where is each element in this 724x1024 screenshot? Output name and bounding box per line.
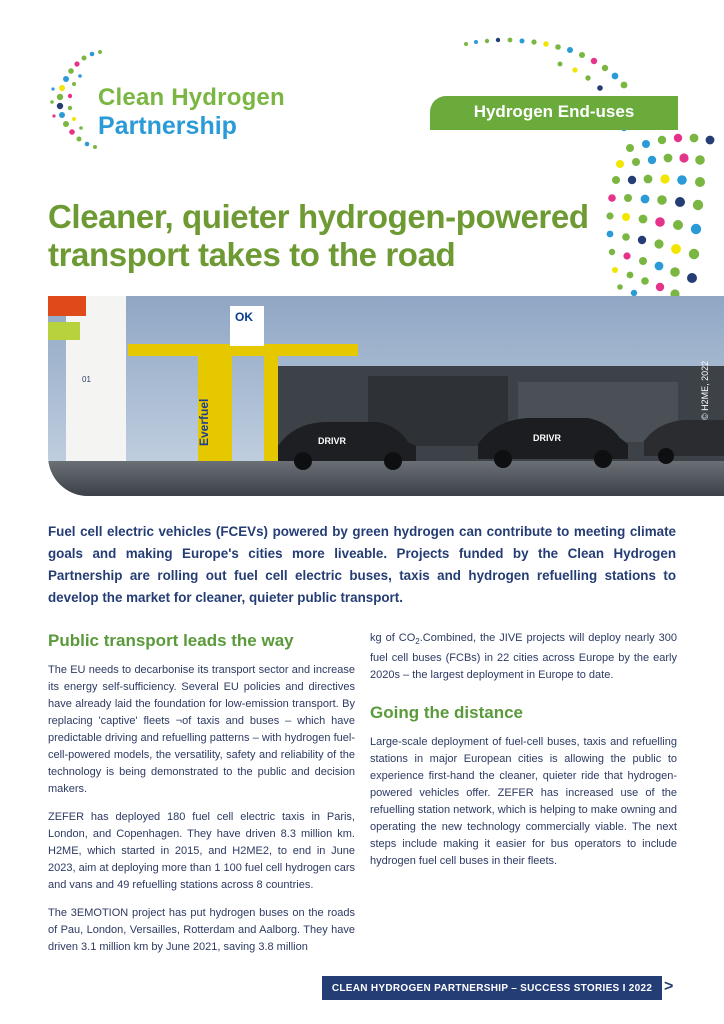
- logo-text-line2: Partnership: [98, 112, 237, 140]
- taxi-brand-label-1: DRIVR: [318, 436, 347, 446]
- taxi-brand-label-2: DRIVR: [533, 433, 562, 443]
- co2-prefix: kg of CO: [370, 632, 416, 644]
- section-tab: Hydrogen End-uses: [430, 96, 678, 128]
- paragraph: Large-scale deployment of fuel-cell buses, taxis and refuelling stations in major European cities is allowing the public to experience first-hand the cleaner, quieter ride that hydrogen-powered vehicles offer. ZEFER has increased use of the refuelling station network, which is helping to make owning and operating the new technology commercially viable. The next steps include making it easier for bus operators to include hydrogen fuel cell buses in their fleets.: [370, 736, 677, 868]
- section-heading-public-transport: Public transport leads the way: [48, 631, 294, 650]
- left-column: [48, 630, 355, 967]
- co2-rest: .Combined, the JIVE projects will deploy nearly 300 fuel cell buses (FCBs) in 22 cities across Europe by the early 2020s – the largest deployment in Europe to date.: [370, 632, 678, 682]
- paragraph: ZEFER has deployed 180 fuel cell electric taxis in Paris, London, and Copenhagen. They have driven 8.3 million km. H2ME, which started in 2015, and H2ME2, to end in June 2023, aim at deploying more than 1 100 fuel cell hydrogen cars and vans and 49 refuelling stations across 8 countries.: [48, 811, 355, 891]
- photo-credit: © H2ME, 2022: [700, 360, 710, 420]
- refuelling-station-illustration: [48, 296, 724, 496]
- everfuel-sign-label: Everfuel: [197, 398, 211, 446]
- section-heading-going-distance: Going the distance: [370, 703, 524, 723]
- section-tab-underline: [430, 128, 678, 130]
- paragraph: The 3EMOTION project has put hydrogen buses on the roads of Pau, London, Versailles, Rotterdam and Aalborg. They have driven 3.1 million km by June 2021, saving 3.8 million: [48, 907, 355, 953]
- right-column: [370, 630, 677, 881]
- next-page-arrow-icon[interactable]: >: [664, 978, 674, 995]
- ok-sign-label: OK: [235, 310, 253, 324]
- pump-number-label: 01: [82, 375, 91, 384]
- footer-banner: CLEAN HYDROGEN PARTNERSHIP – SUCCESS STORIES I 2022: [322, 976, 662, 1000]
- page-title: Cleaner, quieter hydrogen-powered transport takes to the road: [48, 198, 589, 273]
- paragraph: The EU needs to decarbonise its transport sector and increase its energy self-sufficiency. Several EU policies and directives have already laid the foundation for low-emission transport. By replacing 'captive' fleets ¬of taxis and buses – which have predictable driving and refuelling patterns – with hydrogen fuel-cell-powered models, the versatility, safety and reliability of the technology is being demonstrated to the public and decision makers.: [48, 664, 355, 795]
- intro-paragraph: Fuel cell electric vehicles (FCEVs) powered by green hydrogen can contribute to meeting climate goals and making Europe's cities more liveable. Projects funded by the Clean Hydrogen Partnership are rolling out fuel cell electric buses, taxis and hydrogen refuelling stations to develop the market for cleaner, quieter public transport.: [48, 524, 676, 605]
- hero-photo: [48, 296, 724, 496]
- co2-subscript: 2: [415, 637, 420, 647]
- paragraph-continued: [370, 630, 677, 684]
- logo-text-line1: Clean Hydrogen: [98, 84, 285, 111]
